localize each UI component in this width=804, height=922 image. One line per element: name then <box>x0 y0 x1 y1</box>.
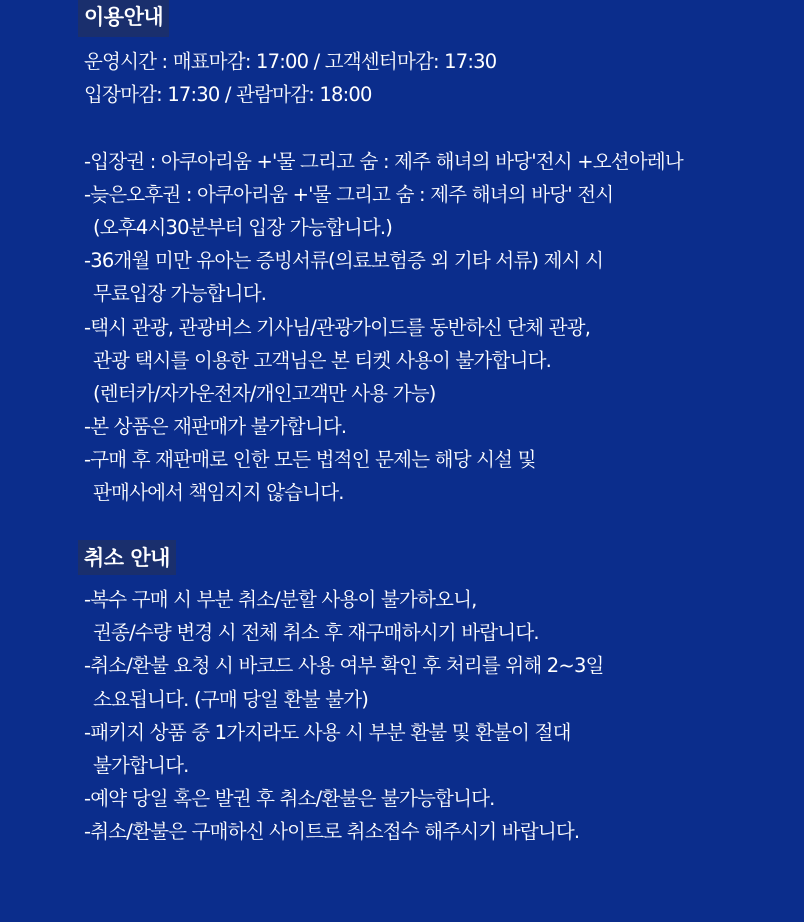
cancel-note: -패키지 상품 중 1가지라도 사용 시 부분 환불 및 환불이 절대 <box>84 720 571 744</box>
cancel-note: 권종/수량 변경 시 전체 취소 후 재구매하시기 바랍니다. <box>93 621 539 645</box>
usage-note: -구매 후 재판매로 인한 모든 법적인 문제는 해당 시설 및 <box>84 448 536 472</box>
usage-note: (렌터카/자가운전자/개인고객만 사용 가능) <box>93 381 436 405</box>
cancel-info-heading: 취소 안내 <box>78 540 176 575</box>
cancel-info-section <box>78 540 778 849</box>
usage-note: (오후4시30분부터 입장 가능합니다.) <box>93 215 393 239</box>
usage-note: 무료입장 가능합니다. <box>93 282 267 306</box>
cancel-note: -취소/환불 요청 시 바코드 사용 여부 확인 후 처리를 위해 2~3일 <box>84 654 604 678</box>
operating-hours-line: 운영시간 : 매표마감: 17:00 / 고객센터마감: 17:30 <box>84 50 497 73</box>
usage-note: -늦은오후권 : 아쿠아리움 +'물 그리고 숨 : 제주 해녀의 바당' 전시 <box>84 182 614 206</box>
cancel-note: -복수 구매 시 부분 취소/분할 사용이 불가하오니, <box>84 588 477 611</box>
usage-info-section <box>78 0 778 510</box>
usage-note: -택시 관광, 관광버스 기사님/관광가이드를 동반하신 단체 관광, <box>84 315 591 339</box>
usage-note: 관광 택시를 이용한 고객님은 본 티켓 사용이 불가합니다. <box>93 348 552 372</box>
spacer <box>78 111 778 144</box>
usage-info-heading: 이용안내 <box>78 0 169 37</box>
cancel-note: -예약 당일 혹은 발권 후 취소/환불은 불가능합니다. <box>84 787 495 811</box>
usage-note: 판매사에서 책임지지 않습니다. <box>93 481 344 505</box>
cancel-note: 불가합니다. <box>93 753 189 777</box>
usage-note: -본 상품은 재판매가 불가합니다. <box>84 415 347 439</box>
cancel-note: 소요됩니다. (구매 당일 환불 불가) <box>93 687 369 711</box>
closing-hours-line: 입장마감: 17:30 / 관람마감: 18:00 <box>84 83 372 107</box>
usage-note: -입장권 : 아쿠아리움 +'물 그리고 숨 : 제주 해녀의 바당'전시 +오션아레나 <box>84 149 683 173</box>
cancel-note: -취소/환불은 구매하신 사이트로 취소접수 해주시기 바랍니다. <box>84 820 580 844</box>
usage-note: -36개월 미만 유아는 증빙서류(의료보험증 외 기타 서류) 제시 시 <box>84 249 604 273</box>
